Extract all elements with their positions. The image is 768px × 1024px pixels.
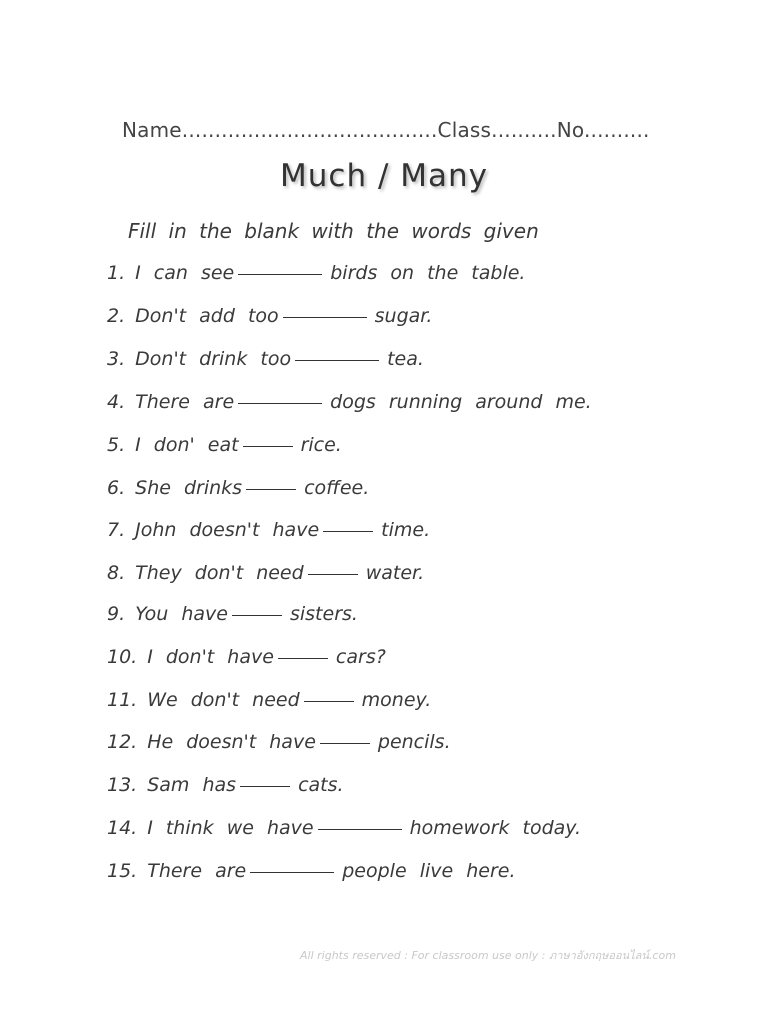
answer-blank[interactable] — [238, 273, 322, 275]
question-text-after: sisters. — [289, 603, 358, 625]
question-item — [107, 262, 525, 284]
answer-blank[interactable] — [232, 614, 282, 616]
question-text-before: I don' eat — [135, 434, 239, 456]
question-text-after: cats. — [298, 774, 344, 796]
question-text-after: rice. — [300, 434, 342, 456]
question-number: 15. — [107, 860, 138, 882]
answer-blank[interactable] — [250, 871, 334, 873]
answer-blank[interactable] — [323, 530, 373, 532]
question-text-after: pencils. — [377, 731, 451, 753]
question-text-after: money. — [361, 689, 432, 711]
question-item — [107, 305, 432, 327]
question-text-after: coffee. — [304, 477, 370, 499]
question-text-after: tea. — [387, 348, 424, 370]
question-text-after: water. — [365, 562, 425, 584]
question-text-before: She drinks — [135, 477, 243, 499]
question-item — [107, 860, 516, 882]
question-text-before: There are — [135, 391, 235, 413]
question-text-before: Don't add too — [135, 305, 279, 327]
question-item — [107, 519, 430, 541]
question-number: 10. — [107, 646, 138, 668]
question-number: 1. — [107, 262, 126, 284]
question-number: 14. — [107, 817, 138, 839]
question-text-before: There are — [147, 860, 247, 882]
question-item — [107, 646, 386, 668]
question-text-after: birds on the table. — [330, 262, 526, 284]
question-text-after: homework today. — [409, 817, 582, 839]
question-item — [107, 817, 581, 839]
question-text-after: people live here. — [342, 860, 516, 882]
instruction-text: Fill in the blank with the words given — [128, 219, 539, 243]
answer-blank[interactable] — [283, 316, 367, 318]
question-text-after: dogs running around me. — [330, 391, 592, 413]
question-item — [107, 348, 424, 370]
question-item — [107, 434, 342, 456]
answer-blank[interactable] — [318, 828, 402, 830]
question-text-before: John doesn't have — [135, 519, 320, 541]
question-text-after: cars? — [335, 646, 386, 668]
question-number: 3. — [107, 348, 126, 370]
answer-blank[interactable] — [308, 573, 358, 575]
question-item — [107, 391, 592, 413]
question-text-before: We don't need — [147, 689, 300, 711]
question-text-before: Sam has — [147, 774, 237, 796]
answer-blank[interactable] — [278, 657, 328, 659]
question-text-before: I can see — [135, 262, 235, 284]
answer-blank[interactable] — [238, 402, 322, 404]
answer-blank[interactable] — [320, 742, 370, 744]
question-item — [107, 603, 358, 625]
question-number: 7. — [107, 519, 126, 541]
copyright-footer: All rights reserved : For classroom use only : ภาษาอังกฤษออนไลน์.com — [300, 949, 676, 962]
question-item — [107, 562, 424, 584]
question-text-after: time. — [381, 519, 431, 541]
question-text-before: I don't have — [147, 646, 274, 668]
worksheet-title: Much / Many — [280, 158, 488, 194]
answer-blank[interactable] — [295, 359, 379, 361]
question-item — [107, 731, 451, 753]
question-text-before: They don't need — [135, 562, 304, 584]
question-number: 4. — [107, 391, 126, 413]
answer-blank[interactable] — [240, 785, 290, 787]
question-number: 8. — [107, 562, 126, 584]
answer-blank[interactable] — [246, 488, 296, 490]
question-number: 13. — [107, 774, 138, 796]
question-item — [107, 477, 369, 499]
question-item — [107, 774, 344, 796]
question-number: 5. — [107, 434, 126, 456]
answer-blank[interactable] — [243, 445, 293, 447]
answer-blank[interactable] — [304, 700, 354, 702]
question-number: 12. — [107, 731, 138, 753]
question-text-before: I think we have — [147, 817, 314, 839]
question-text-before: He doesn't have — [147, 731, 316, 753]
name-class-no-line: Name.......................................Class..........No.......... — [122, 118, 650, 142]
question-text-after: sugar. — [374, 305, 433, 327]
question-text-before: You have — [135, 603, 228, 625]
question-item — [107, 689, 431, 711]
question-text-before: Don't drink too — [135, 348, 292, 370]
question-number: 11. — [107, 689, 138, 711]
question-number: 2. — [107, 305, 126, 327]
question-number: 9. — [107, 603, 126, 625]
question-number: 6. — [107, 477, 126, 499]
